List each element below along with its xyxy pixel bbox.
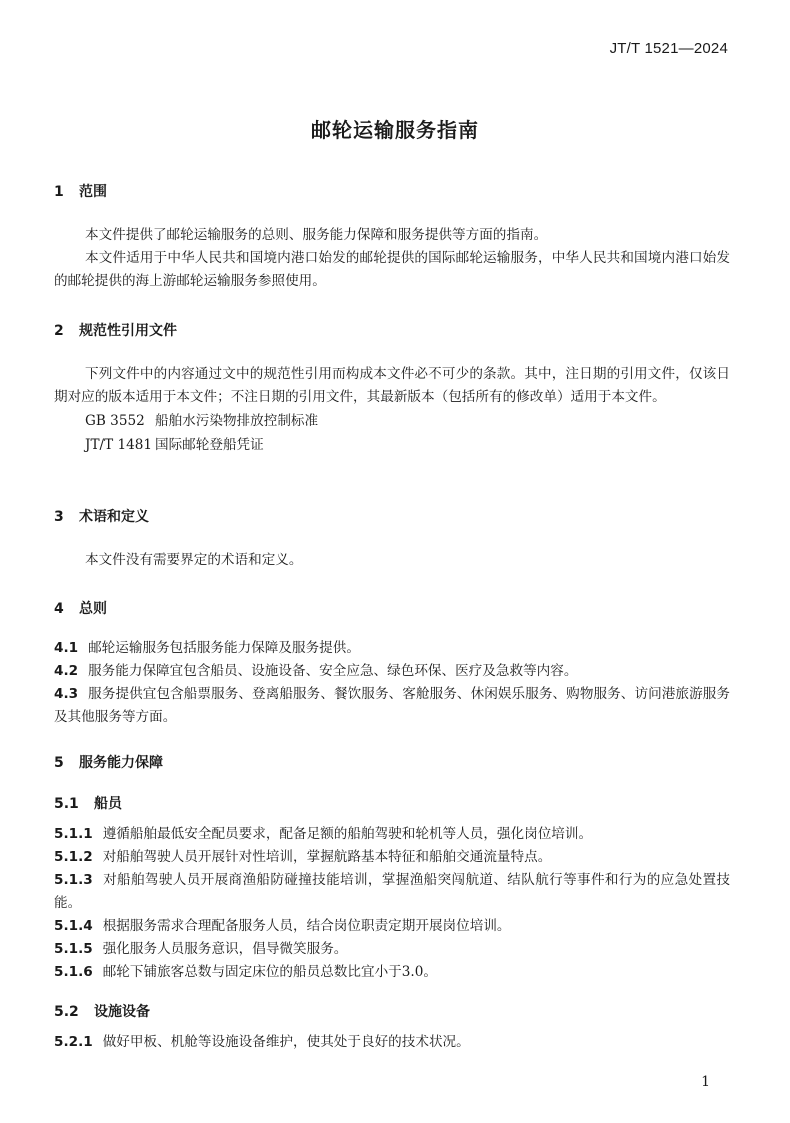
clause-text: 服务提供宜包含船票服务、登离船服务、餐饮服务、客舱服务、休闲娱乐服务、购物服务、访问港旅游服务及其他服务等方面。: [54, 686, 730, 725]
reference-name: 国际邮轮登船凭证: [155, 437, 264, 453]
subsection-number: 5.1: [54, 796, 79, 812]
section-title: 服务能力保障: [79, 755, 163, 771]
subsection-heading-5-2: [54, 1001, 150, 1021]
section-heading-4: [54, 598, 107, 618]
clause-text: 服务能力保障宜包含船员、设施设备、安全应急、绿色环保、医疗及急救等内容。: [88, 663, 578, 679]
clause: [54, 961, 730, 984]
section-title: 总则: [79, 601, 107, 617]
clause-number: 5.1.3: [54, 872, 93, 888]
section-number: 5: [54, 755, 64, 771]
clause: [54, 846, 730, 869]
subsection-heading-5-1: [54, 793, 122, 813]
section-heading-5: [54, 752, 163, 772]
paragraph: 本文件提供了邮轮运输服务的总则、服务能力保障和服务提供等方面的指南。: [85, 227, 548, 243]
clause-number: 4.3: [54, 686, 79, 702]
reference-name: 船舶水污染物排放控制标准: [155, 413, 319, 429]
clause-text: 对船舶驾驶人员开展针对性培训，掌握航路基本特征和船舶交通流量特点。: [102, 849, 552, 865]
section-number: 4: [54, 601, 64, 617]
clause: [54, 869, 730, 915]
section-3-body: [54, 549, 730, 572]
clause: [54, 637, 730, 660]
section-heading-2: [54, 320, 177, 340]
clause-text: 强化服务人员服务意识，倡导微笑服务。: [102, 941, 348, 957]
section-1-body: [54, 224, 730, 293]
subsection-5-2-body: [54, 1031, 730, 1054]
clause-number: 5.1.5: [54, 941, 93, 957]
clause-number: 4.1: [54, 640, 79, 656]
document-code: JT/T 1521—2024: [609, 40, 728, 57]
reference-code: JT/T 1481: [85, 437, 153, 453]
document-title: 邮轮运输服务指南: [311, 118, 479, 142]
section-heading-1: [54, 181, 107, 201]
clause-number: 5.1.6: [54, 964, 93, 980]
clause-text: 邮轮运输服务包括服务能力保障及服务提供。: [88, 640, 360, 656]
reference-item: [54, 409, 730, 433]
section-title: 术语和定义: [79, 509, 149, 525]
clause-number: 5.1.1: [54, 826, 93, 842]
page-number: 1: [701, 1074, 710, 1090]
clause: [54, 823, 730, 846]
clause: [54, 938, 730, 961]
reference-code: GB 3552: [85, 413, 145, 429]
reference-item: [54, 433, 730, 457]
paragraph: 本文件没有需要界定的术语和定义。: [85, 552, 303, 568]
clause-number: 5.2.1: [54, 1034, 93, 1050]
paragraph: 下列文件中的内容通过文中的规范性引用而构成本文件必不可少的条款。其中，注日期的引用文件，仅该日期对应的版本适用于本文件；不注日期的引用文件，其最新版本（包括所有的修改单）适用于本文件。: [54, 366, 730, 405]
clause-text: 根据服务需求合理配备服务人员，结合岗位职责定期开展岗位培训。: [102, 918, 511, 934]
subsection-title: 设施设备: [94, 1004, 150, 1020]
clause-number: 5.1.2: [54, 849, 93, 865]
section-number: 3: [54, 509, 64, 525]
clause-number: 4.2: [54, 663, 79, 679]
clause-text: 邮轮下铺旅客总数与固定床位的船员总数比宜小于3.0。: [102, 964, 437, 980]
subsection-number: 5.2: [54, 1004, 79, 1020]
section-number: 1: [54, 184, 64, 200]
clause: [54, 660, 730, 683]
paragraph: 本文件适用于中华人民共和国境内港口始发的邮轮提供的国际邮轮运输服务，中华人民共和国境内港口始发的邮轮提供的海上游邮轮运输服务参照使用。: [54, 250, 730, 289]
section-heading-3: [54, 506, 149, 526]
clause: [54, 683, 730, 729]
subsection-5-1-body: [54, 823, 730, 984]
clause-number: 5.1.4: [54, 918, 93, 934]
clause: [54, 915, 730, 938]
subsection-title: 船员: [94, 796, 122, 812]
section-title: 规范性引用文件: [79, 323, 177, 339]
clause-text: 对船舶驾驶人员开展商渔船防碰撞技能培训，掌握渔船突闯航道、结队航行等事件和行为的应急处置技能。: [54, 872, 730, 911]
clause: [54, 1031, 730, 1054]
section-title: 范围: [79, 184, 107, 200]
section-2-body: [54, 363, 730, 457]
clause-text: 遵循船舶最低安全配员要求，配备足额的船舶驾驶和轮机等人员，强化岗位培训。: [102, 826, 593, 842]
section-4-body: [54, 637, 730, 729]
clause-text: 做好甲板、机舱等设施设备维护，使其处于良好的技术状况。: [102, 1034, 470, 1050]
section-number: 2: [54, 323, 64, 339]
